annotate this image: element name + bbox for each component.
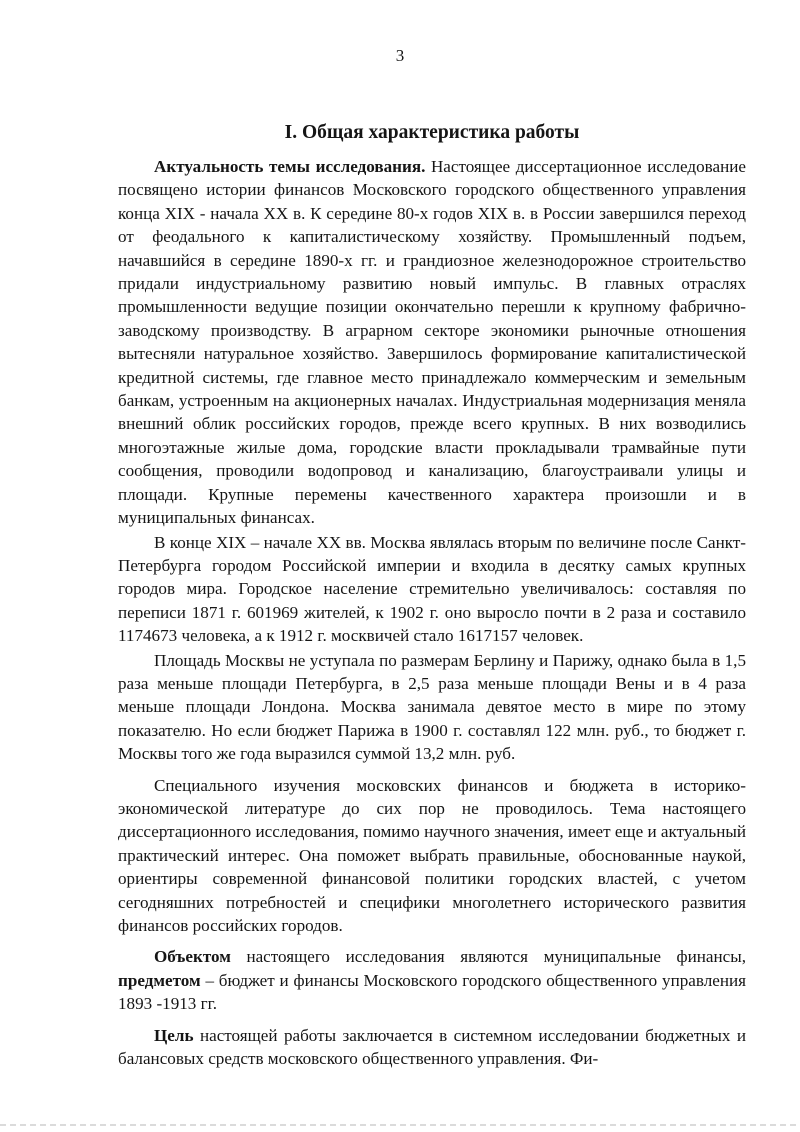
paragraph-lead: Актуальность темы исследования.: [154, 157, 426, 176]
scan-edge-line: [0, 1124, 800, 1126]
paragraph-lead: Цель: [154, 1025, 194, 1045]
paragraph-moscow-population: [118, 531, 746, 648]
paragraph-text: настоящей работы заключается в системном исследовании бюджетных и балансовых средств московского общественного управления. Фи-: [118, 1025, 746, 1069]
paragraph-lead-secondary: предметом: [118, 970, 201, 990]
paragraph-lead: Объектом: [154, 947, 231, 967]
paragraph-relevance: [118, 155, 746, 530]
paragraph-text: Настоящее диссертационное исследование посвящено истории финансов Московского городского общественного управления конца XIX - начала XX в. К середине 80-х годов XIX в. в России завершился переход от феодального к капиталистическому хозяйству. Промышленный подъем, начавшийся в середине 1890-х гг. и грандиозное железнодорожное строительство придали индустриальному развитию новый импульс. В главных отраслях промышленности ведущие позиции окончательно перешли к крупному фабрично-заводскому производству. В аграрном секторе экономики рыночные отношения вытесняли натуральное хозяйство. Завершилось формирование капиталистической кредитной системы, где главное место принадлежало коммерческим и земельным банкам, устроенным на акционерных началах. Индустриальная модернизация меняла внешний облик российских городов, прежде всего крупных. В них возводились многоэтажные жилые дома, городские власти прокладывали трамвайные пути сообщения, проводили водопровод и канализацию, благоустраивали улицы и площади. Крупные перемены качественного характера произошли и в муниципальных финансах.: [118, 157, 746, 528]
paragraph-text: настоящего исследования являются муниципальные финансы,: [230, 947, 746, 967]
paragraph-text: В конце XIX – начале XX вв. Москва являлась вторым по величине после Санкт-Петербурга городом Российской империи и входила в десятку самых крупных городов мира. Городское население стремительно увеличивалось: составляя по переписи 1871 г. 601969 жителей, к 1902 г. оно выросло почти в 2 раза и составило 1174673 человека, а к 1912 г. москвичей стало 1617157 человек.: [118, 532, 746, 646]
paragraph-moscow-area: [118, 649, 746, 766]
paragraph-text: Специального изучения московских финансов и бюджета в историко-экономической литературе до сих пор не проводилось. Тема настоящего диссертационного исследования, помимо научного значения, имеет еще и актуальный практический интерес. Она поможет выбрать правильные, обоснованные наукой, ориентиры современной финансовой политики городских властей, с учетом сегодняшних потребностей и специфики многолетнего исторического развития финансов российских городов.: [118, 775, 746, 935]
paragraph-research-gap: [118, 774, 746, 938]
page-number: 3: [395, 46, 405, 65]
paragraph-text: Площадь Москвы не уступала по размерам Берлину и Парижу, однако была в 1,5 раза меньше площади Петербурга, в 2,5 раза меньше площади Вены и в 4 раза меньше площади Лондона. Москва занимала девятое место в мире по этому показателю. Но если бюджет Парижа в 1900 г. составлял 122 млн. руб., то бюджет г. Москвы того же года выразился суммой 13,2 млн. руб.: [118, 650, 746, 764]
section-heading: I. Общая характеристика работы: [284, 122, 580, 143]
paragraph-object-subject: [118, 945, 746, 1015]
paragraph-goal: [118, 1024, 746, 1071]
paragraph-text: – бюджет и финансы Московского городского общественного управления 1893 -1913 гг.: [118, 970, 746, 1014]
document-body: [118, 155, 746, 1078]
